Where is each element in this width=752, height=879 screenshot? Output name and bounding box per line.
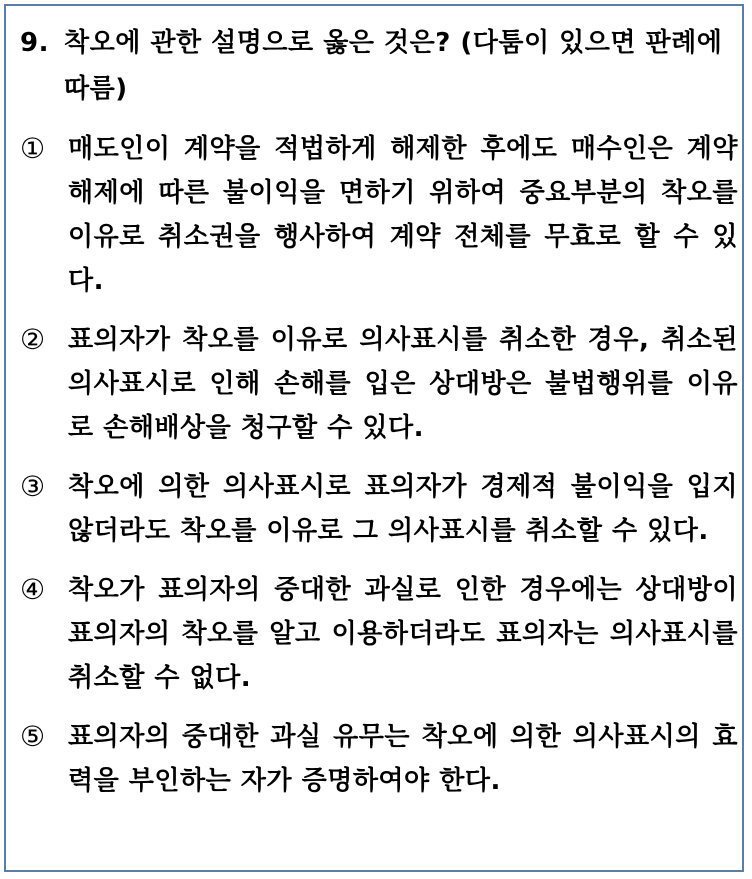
question-text: 착오에 관한 설명으로 옳은 것은? (다툼이 있으면 판례에 따름) xyxy=(64,28,723,104)
question-stem xyxy=(20,20,738,112)
question-content xyxy=(20,20,738,803)
option-3[interactable] xyxy=(20,465,738,553)
question-frame xyxy=(4,4,744,872)
option-4-text: 착오가 표의자의 중대한 과실로 인한 경우에는 상대방이 표의자의 착오를 알고 이용하더라도 표의자는 의사표시를 취소할 수 없다. xyxy=(68,575,738,693)
option-5[interactable] xyxy=(20,715,738,803)
question-number: 9. xyxy=(20,28,49,58)
option-2-marker: ② xyxy=(20,323,46,356)
option-1[interactable] xyxy=(20,127,738,303)
option-1-text: 매도인이 계약을 적법하게 해제한 후에도 매수인은 계약해제에 따른 불이익을 면하기 위하여 중요부분의 착오를 이유로 취소권을 행사하여 계약 전체를 무효로 할 수 있다. xyxy=(68,134,738,296)
option-3-text: 착오에 의한 의사표시로 표의자가 경제적 불이익을 입지 않더라도 착오를 이유로 그 의사표시를 취소할 수 있다. xyxy=(68,472,738,546)
option-3-marker: ③ xyxy=(20,470,46,503)
option-4[interactable] xyxy=(20,568,738,700)
option-2[interactable] xyxy=(20,318,738,450)
option-5-marker: ⑤ xyxy=(20,720,46,753)
option-4-marker: ④ xyxy=(20,573,46,606)
option-2-text: 표의자가 착오를 이유로 의사표시를 취소한 경우, 취소된 의사표시로 인해 손해를 입은 상대방은 불법행위를 이유로 손해배상을 청구할 수 있다. xyxy=(68,325,738,443)
option-5-text: 표의자의 중대한 과실 유무는 착오에 의한 의사표시의 효력을 부인하는 자가 증명하여야 한다. xyxy=(68,722,738,796)
option-1-marker: ① xyxy=(20,132,46,165)
